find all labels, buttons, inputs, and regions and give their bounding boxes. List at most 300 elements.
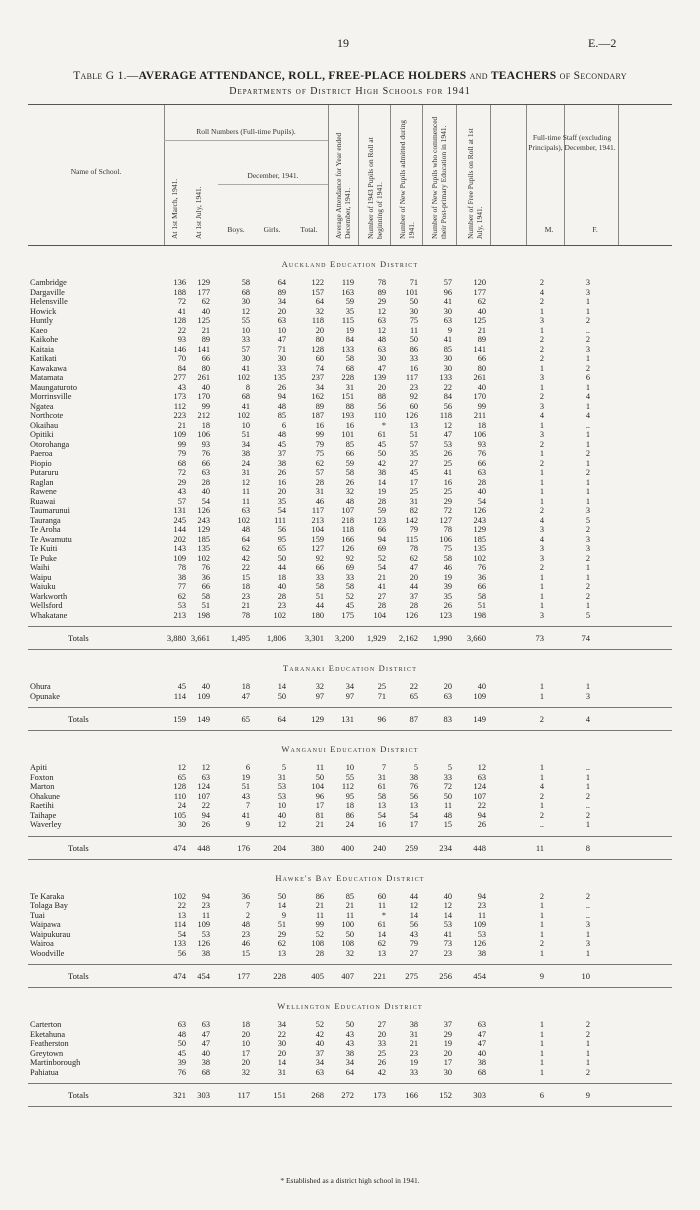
- cell-boys: 68: [241, 287, 250, 297]
- cell-staff-m: 3: [539, 610, 544, 620]
- school-name: Matamata: [30, 373, 64, 382]
- cell-total: 34: [315, 1058, 324, 1067]
- cell-boys: 117: [237, 1090, 250, 1100]
- cell-staff-f: 1: [585, 496, 590, 506]
- cell-new-admitted: 16: [409, 363, 418, 373]
- cell-avg: 84: [345, 335, 354, 344]
- cell-total: 180: [311, 610, 324, 620]
- cell-total: 37: [315, 1048, 324, 1058]
- cell-total: 44: [315, 601, 324, 610]
- cell-march: 72: [177, 468, 186, 477]
- cell-avg: 16: [345, 420, 354, 430]
- cell-avg: 272: [341, 1090, 354, 1100]
- cell-girls: 20: [277, 1048, 286, 1058]
- cell-july: 40: [201, 682, 210, 691]
- cell-boys: 51: [241, 782, 250, 791]
- cell-new-admitted: 20: [409, 572, 418, 582]
- cell-new-commenced: 17: [443, 1058, 452, 1067]
- cell-avg: 69: [345, 563, 354, 572]
- cell-july: 94: [201, 810, 210, 820]
- table-row: [28, 383, 672, 393]
- cell-girls: 35: [277, 496, 286, 506]
- cell-avg: 68: [345, 363, 354, 373]
- cell-new-admitted: 92: [409, 392, 418, 401]
- table-row: [28, 820, 672, 830]
- cell-march: 72: [177, 297, 186, 306]
- cell-avg: 59: [345, 297, 354, 306]
- cell-girls: 47: [277, 335, 286, 344]
- cell-march: 159: [173, 714, 186, 724]
- cell-march: 188: [173, 287, 186, 297]
- cell-pupils-1943: 38: [377, 468, 386, 477]
- cell-total: 97: [315, 691, 324, 701]
- cell-new-admitted: 82: [409, 506, 418, 515]
- cell-total: 74: [315, 363, 324, 373]
- cell-staff-f: 1: [585, 929, 590, 939]
- cell-girls: 53: [277, 782, 286, 791]
- cell-total: 17: [315, 801, 324, 810]
- cell-july: 40: [201, 306, 210, 316]
- totals-label: Totals: [68, 714, 89, 724]
- cell-boys: 22: [241, 563, 250, 572]
- cell-july: 135: [197, 544, 210, 553]
- cell-girls: 62: [277, 939, 286, 948]
- cell-staff-f: 2: [585, 582, 590, 591]
- cell-free: 18: [477, 420, 486, 430]
- cell-pupils-1943: 60: [377, 891, 386, 901]
- cell-staff-m: 1: [539, 382, 544, 392]
- cell-girls: 20: [277, 487, 286, 496]
- school-name: Putaruru: [30, 468, 59, 477]
- cell-march: 128: [173, 316, 186, 325]
- cell-pupils-1943: 41: [377, 582, 386, 591]
- cell-new-commenced: 48: [443, 810, 452, 820]
- cell-girls: 135: [273, 373, 286, 382]
- cell-march: 202: [173, 534, 186, 544]
- cell-total: 104: [311, 782, 324, 791]
- cell-avg: 112: [341, 782, 354, 791]
- cell-boys: 6: [245, 763, 250, 772]
- cell-new-commenced: 53: [443, 920, 452, 929]
- cell-staff-f: 2: [585, 791, 590, 801]
- cell-staff-m: 1: [539, 682, 544, 691]
- cell-new-admitted: 101: [405, 287, 418, 297]
- cell-new-admitted: 38: [409, 1020, 418, 1029]
- cell-july: 185: [197, 534, 210, 544]
- cell-boys: 47: [241, 691, 250, 701]
- cell-staff-m: 2: [539, 458, 544, 468]
- cell-july: 66: [201, 582, 210, 591]
- header-total: Total.: [300, 225, 318, 234]
- cell-staff-f: 1: [585, 487, 590, 496]
- cell-staff-m: 1: [539, 306, 544, 316]
- table-row: [28, 430, 672, 440]
- cell-pupils-1943: 139: [373, 373, 386, 382]
- cell-staff-f: 5: [585, 515, 590, 525]
- cell-march: 43: [177, 487, 186, 496]
- cell-march: 143: [173, 544, 186, 553]
- cell-july: 149: [197, 714, 210, 724]
- cell-new-admitted: 117: [405, 373, 418, 382]
- cell-boys: 102: [237, 373, 250, 382]
- cell-free: 63: [477, 772, 486, 782]
- school-name: Te Awamutu: [30, 534, 72, 544]
- cell-free: 99: [477, 401, 486, 411]
- cell-avg: 101: [341, 430, 354, 439]
- table-row: [28, 288, 672, 298]
- cell-boys: 41: [241, 810, 250, 820]
- school-name: Ngatea: [30, 401, 54, 411]
- cell-girls: 9: [281, 910, 286, 920]
- cell-total: 81: [315, 810, 324, 820]
- cell-march: 133: [173, 939, 186, 948]
- cell-free: 38: [477, 1058, 486, 1067]
- cell-new-admitted: 142: [405, 515, 418, 525]
- cell-march: 62: [177, 591, 186, 601]
- cell-avg: 126: [341, 544, 354, 553]
- totals-row: [28, 1083, 672, 1107]
- cell-free: 106: [473, 430, 486, 439]
- cell-free: 53: [477, 929, 486, 939]
- cell-girls: 26: [277, 468, 286, 477]
- cell-staff-f: 2: [585, 525, 590, 534]
- cell-july: 62: [201, 297, 210, 306]
- cell-avg: 58: [345, 582, 354, 591]
- cell-girls: 14: [277, 682, 286, 691]
- header-boys: Boys.: [227, 225, 245, 234]
- school-name: Opunake: [30, 691, 60, 701]
- cell-staff-m: 1: [539, 601, 544, 610]
- cell-girls: 48: [277, 430, 286, 439]
- school-name: Okaihau: [30, 420, 59, 430]
- cell-avg: 11: [346, 910, 354, 920]
- cell-staff-m: 2: [539, 297, 544, 306]
- table-row: [28, 582, 672, 592]
- cell-girls: 12: [277, 820, 286, 829]
- cell-girls: 151: [273, 1090, 286, 1100]
- cell-july: 38: [201, 1058, 210, 1067]
- district-heading: Wellington Education District: [277, 1001, 423, 1011]
- cell-march: 41: [177, 306, 186, 316]
- cell-pupils-1943: 1,929: [366, 633, 386, 643]
- cell-staff-f: 2: [585, 591, 590, 601]
- cell-total: 60: [315, 354, 324, 363]
- cell-pupils-1943: 104: [373, 610, 386, 620]
- cell-total: 86: [315, 891, 324, 901]
- cell-girls: 94: [277, 392, 286, 401]
- cell-new-admitted: 87: [409, 714, 418, 724]
- cell-staff-m: 2: [539, 392, 544, 401]
- cell-pupils-1943: 31: [377, 772, 386, 782]
- cell-boys: 10: [241, 1039, 250, 1048]
- cell-march: 321: [173, 1090, 186, 1100]
- cell-free: 80: [477, 363, 486, 373]
- cell-pupils-1943: 19: [377, 487, 386, 496]
- cell-total: 187: [311, 411, 324, 420]
- cell-avg: 166: [341, 534, 354, 544]
- cell-girls: 64: [277, 714, 286, 724]
- school-name: Te Kuiti: [30, 544, 58, 553]
- cell-new-admitted: 115: [405, 534, 418, 544]
- header-new-commenced: Number of New Pupils who commenced their Post-primary Education in 1941.: [430, 116, 448, 239]
- cell-new-commenced: 41: [443, 929, 452, 939]
- cell-staff-f: 4: [585, 714, 590, 724]
- cell-girls: 38: [277, 458, 286, 468]
- cell-new-commenced: 41: [443, 468, 452, 477]
- header-free: Number of Free Pupils on Roll at 1st July, 1941.: [466, 128, 484, 239]
- cell-avg: 52: [345, 591, 354, 601]
- cell-staff-m: 1: [539, 572, 544, 582]
- cell-new-admitted: 259: [405, 842, 418, 853]
- cell-total: 46: [315, 496, 324, 506]
- school-name: Marton: [30, 782, 55, 791]
- cell-staff-f: 6: [585, 373, 590, 382]
- cell-boys: 20: [241, 1058, 250, 1067]
- table-row: [28, 920, 672, 930]
- cell-march: 63: [177, 1020, 186, 1029]
- cell-july: 99: [201, 401, 210, 411]
- cell-total: 99: [315, 920, 324, 929]
- cell-new-admitted: 37: [409, 591, 418, 601]
- cell-boys: 10: [241, 420, 250, 430]
- cell-july: 102: [197, 553, 210, 563]
- cell-march: 57: [177, 496, 186, 506]
- cell-staff-m: 4: [539, 411, 544, 420]
- cell-pupils-1943: 54: [377, 810, 386, 820]
- school-name: Ohura: [30, 682, 51, 691]
- cell-july: 106: [197, 430, 210, 439]
- cell-girls: 45: [277, 439, 286, 449]
- cell-staff-f: 1: [585, 601, 590, 610]
- header-staff: Full-time Staff (excluding Principals), December, 1941.: [528, 133, 616, 152]
- cell-pupils-1943: 52: [377, 553, 386, 563]
- cell-staff-f: ..: [585, 325, 590, 335]
- cell-new-admitted: 23: [409, 382, 418, 392]
- cell-march: 77: [177, 582, 186, 591]
- cell-free: 243: [473, 515, 486, 525]
- cell-pupils-1943: 58: [377, 791, 386, 801]
- cell-staff-m: 1: [539, 477, 544, 487]
- table-row: [28, 525, 672, 535]
- cell-staff-m: 1: [539, 325, 544, 335]
- table-row: [28, 901, 672, 911]
- cell-free: 89: [477, 335, 486, 344]
- cell-march: 13: [177, 910, 186, 920]
- table-row: [28, 592, 672, 602]
- cell-girls: 53: [277, 791, 286, 801]
- cell-boys: 33: [241, 335, 250, 344]
- cell-july: 448: [197, 842, 210, 853]
- cell-new-commenced: 25: [443, 487, 452, 496]
- cell-boys: 68: [241, 392, 250, 401]
- cell-new-admitted: 17: [409, 820, 418, 829]
- cell-pupils-1943: 27: [377, 591, 386, 601]
- cell-staff-m: ..: [539, 820, 544, 829]
- cell-total: 50: [315, 772, 324, 782]
- cell-staff-f: 4: [585, 392, 590, 401]
- cell-free: 40: [477, 682, 486, 691]
- cell-avg: 31: [345, 382, 354, 392]
- cell-girls: 54: [277, 506, 286, 515]
- cell-staff-f: 5: [585, 610, 590, 620]
- cell-march: 93: [177, 335, 186, 344]
- cell-boys: 12: [241, 306, 250, 316]
- table-row: [28, 335, 672, 345]
- cell-total: 33: [315, 572, 324, 582]
- cell-staff-m: 3: [539, 525, 544, 534]
- cell-staff-f: 1: [585, 1039, 590, 1048]
- cell-staff-f: 74: [581, 633, 590, 643]
- cell-march: 38: [177, 572, 186, 582]
- cell-pupils-1943: 48: [377, 335, 386, 344]
- cell-free: 38: [477, 948, 486, 958]
- cell-march: 173: [173, 392, 186, 401]
- cell-new-commenced: 133: [439, 373, 452, 382]
- cell-july: 47: [201, 1029, 210, 1039]
- cell-free: 141: [473, 344, 486, 354]
- cell-avg: 33: [345, 572, 354, 582]
- cell-staff-f: 1: [585, 563, 590, 572]
- cell-july: 40: [201, 382, 210, 392]
- cell-july: 66: [201, 458, 210, 468]
- cell-free: 454: [473, 971, 486, 981]
- cell-pupils-1943: 27: [377, 1020, 386, 1029]
- cell-pupils-1943: 56: [377, 401, 386, 411]
- cell-new-commenced: 20: [443, 1048, 452, 1058]
- cell-new-commenced: 35: [443, 591, 452, 601]
- cell-girls: 63: [277, 316, 286, 325]
- cell-staff-f: 9: [585, 1090, 590, 1100]
- header-roll: Roll Numbers (Full-time Pupils).: [164, 127, 328, 141]
- cell-staff-m: 2: [539, 506, 544, 515]
- cell-march: 24: [177, 801, 186, 810]
- school-name: Waiuku: [30, 582, 56, 591]
- cell-staff-m: 2: [539, 810, 544, 820]
- cell-july: 21: [201, 325, 210, 335]
- cell-staff-m: 1: [539, 948, 544, 958]
- cell-new-admitted: 275: [405, 971, 418, 981]
- cell-march: 12: [177, 763, 186, 772]
- cell-pupils-1943: 21: [377, 572, 386, 582]
- cell-staff-f: 1: [585, 306, 590, 316]
- table-row: [28, 402, 672, 412]
- cell-avg: 35: [345, 306, 354, 316]
- cell-avg: 115: [341, 316, 354, 325]
- cell-girls: 51: [277, 920, 286, 929]
- cell-july: 76: [201, 563, 210, 572]
- cell-girls: 40: [277, 810, 286, 820]
- cell-pupils-1943: 11: [378, 901, 386, 910]
- cell-new-commenced: 11: [444, 801, 452, 810]
- school-name: Waipukurau: [30, 929, 71, 939]
- cell-staff-m: 4: [539, 515, 544, 525]
- cell-girls: 48: [277, 401, 286, 411]
- cell-staff-f: 1: [585, 820, 590, 829]
- cell-pupils-1943: 78: [377, 278, 386, 287]
- cell-july: 40: [201, 1048, 210, 1058]
- cell-boys: 23: [241, 591, 250, 601]
- cell-new-admitted: 35: [409, 449, 418, 458]
- cell-boys: 51: [241, 430, 250, 439]
- cell-avg: 43: [345, 1029, 354, 1039]
- school-name: Huntly: [30, 316, 54, 325]
- cell-girls: 228: [273, 971, 286, 981]
- header-m: M.: [544, 225, 554, 234]
- footnote: * Established as a district high school in 1941.: [280, 1176, 420, 1185]
- cell-pupils-1943: 63: [377, 344, 386, 354]
- cell-avg: 3,200: [334, 633, 354, 643]
- cell-boys: 30: [241, 297, 250, 306]
- cell-new-admitted: 5: [413, 763, 418, 772]
- cell-new-admitted: 166: [405, 1090, 418, 1100]
- cell-avg: 19: [345, 325, 354, 335]
- cell-total: 108: [311, 939, 324, 948]
- cell-girls: 10: [277, 801, 286, 810]
- school-name: Waverley: [30, 820, 62, 829]
- cell-avg: 107: [341, 506, 354, 515]
- cell-march: 65: [177, 772, 186, 782]
- cell-staff-f: 4: [585, 411, 590, 420]
- district-heading: Wanganui Education District: [281, 744, 419, 754]
- cell-march: 105: [173, 810, 186, 820]
- cell-girls: 31: [277, 1067, 286, 1077]
- cell-free: 12: [477, 763, 486, 772]
- school-name: Foxton: [30, 772, 54, 782]
- cell-new-commenced: 118: [439, 411, 452, 420]
- cell-staff-m: 9: [539, 971, 544, 981]
- cell-march: 43: [177, 382, 186, 392]
- cell-new-commenced: 46: [443, 563, 452, 572]
- cell-staff-m: 4: [539, 534, 544, 544]
- cell-new-admitted: 23: [409, 1048, 418, 1058]
- cell-avg: 50: [345, 1020, 354, 1029]
- cell-free: 47: [477, 1039, 486, 1048]
- cell-staff-f: 1: [585, 401, 590, 411]
- cell-july: 51: [201, 601, 210, 610]
- table-row: [28, 763, 672, 773]
- cell-new-commenced: 73: [443, 939, 452, 948]
- cell-total: 122: [311, 278, 324, 287]
- cell-staff-f: 2: [585, 316, 590, 325]
- cell-new-commenced: 20: [443, 682, 452, 691]
- table-row: [28, 1020, 672, 1030]
- school-name: Ohakune: [30, 791, 60, 801]
- cell-march: 99: [177, 439, 186, 449]
- cell-girls: 56: [277, 525, 286, 534]
- cell-march: 45: [177, 682, 186, 691]
- cell-girls: 6: [281, 420, 286, 430]
- table-row: [28, 682, 672, 692]
- cell-girls: 30: [277, 354, 286, 363]
- table-row: [28, 939, 672, 949]
- table-row: [28, 535, 672, 545]
- cell-girls: 13: [277, 948, 286, 958]
- cell-july: 26: [201, 820, 210, 829]
- cell-july: 23: [201, 901, 210, 910]
- cell-total: 34: [315, 382, 324, 392]
- cell-staff-f: 3: [585, 691, 590, 701]
- table-row: [28, 554, 672, 564]
- cell-march: 114: [173, 920, 186, 929]
- cell-free: 76: [477, 449, 486, 458]
- cell-new-admitted: 38: [409, 772, 418, 782]
- table-row: [28, 316, 672, 326]
- cell-staff-m: 1: [539, 487, 544, 496]
- cell-new-admitted: 57: [409, 439, 418, 449]
- cell-girls: 31: [277, 772, 286, 782]
- cell-staff-f: ..: [585, 901, 590, 910]
- school-name: Northcote: [30, 411, 64, 420]
